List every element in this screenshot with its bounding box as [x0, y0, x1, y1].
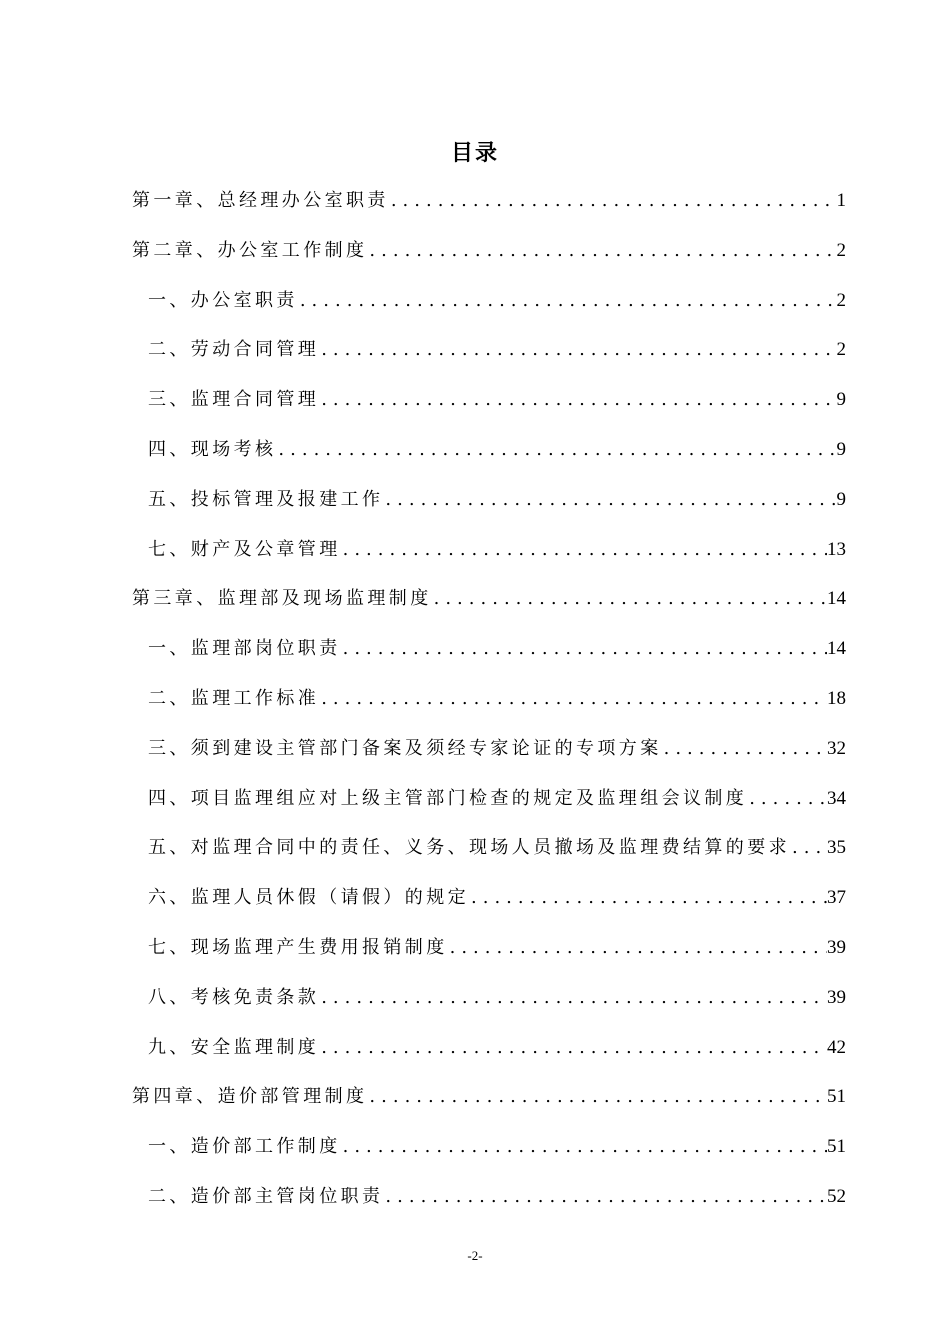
- toc-entry-text: 一、监理部岗位职责: [148, 638, 341, 660]
- toc-entry-page: 42: [827, 1036, 846, 1058]
- toc-entry-text: 七、财产及公章管理: [148, 538, 341, 560]
- toc-leader-dots: [319, 333, 836, 367]
- toc-title: 目录: [450, 141, 499, 166]
- toc-entry-text: 四、项目监理组应对上级主管部门检查的规定及监理组会议制度: [148, 787, 748, 809]
- toc-entry-page: 18: [827, 687, 846, 709]
- toc-entry-text: 六、监理人员休假（请假）的规定: [148, 887, 469, 909]
- toc-leader-dots: [448, 931, 827, 965]
- toc-entry-3[interactable]: [132, 284, 846, 334]
- toc-entry-page: 52: [827, 1185, 846, 1207]
- toc-entry-text: 二、劳动合同管理: [148, 339, 320, 361]
- toc-entry-21[interactable]: [132, 1180, 846, 1230]
- toc-leader-dots: [469, 881, 827, 915]
- toc-leader-dots: [389, 184, 837, 218]
- toc-entry-page: 2: [836, 239, 846, 261]
- toc-entry-text: 二、监理工作标准: [148, 687, 320, 709]
- toc-entry-12[interactable]: [132, 732, 846, 782]
- toc-entry-6[interactable]: [132, 433, 846, 483]
- toc-leader-dots: [367, 234, 836, 268]
- toc-entry-page: 2: [836, 289, 846, 311]
- toc-entry-7[interactable]: [132, 483, 846, 533]
- toc-entry-text: 四、现场考核: [148, 438, 277, 460]
- toc-leader-dots: [662, 732, 827, 766]
- toc-entry-page: 39: [827, 936, 846, 958]
- toc-entry-page: 13: [827, 538, 846, 560]
- toc-leader-dots: [319, 981, 827, 1015]
- toc-entry-page: 39: [827, 986, 846, 1008]
- toc-leader-dots: [367, 1080, 827, 1114]
- toc-entry-20[interactable]: [132, 1130, 846, 1180]
- toc-entry-4[interactable]: [132, 333, 846, 383]
- toc-entry-page: 2: [836, 339, 846, 361]
- toc-entry-text: 第三章、监理部及现场监理制度: [132, 588, 432, 610]
- toc-entry-text: 八、考核免责条款: [148, 986, 320, 1008]
- toc-leader-dots: [383, 483, 836, 517]
- toc-leader-dots: [298, 284, 837, 318]
- toc-entry-page: 32: [827, 737, 846, 759]
- toc-leader-dots: [319, 383, 836, 417]
- toc-entry-10[interactable]: [132, 632, 846, 682]
- toc-entry-13[interactable]: [132, 782, 846, 832]
- toc-entry-text: 一、办公室职责: [148, 289, 298, 311]
- toc-entry-page: 35: [827, 837, 846, 859]
- toc-entry-text: 七、现场监理产生费用报销制度: [148, 936, 448, 958]
- table-of-contents: [132, 184, 846, 1230]
- toc-leader-dots: [319, 1031, 827, 1065]
- toc-entry-page: 9: [836, 488, 846, 510]
- toc-leader-dots: [276, 433, 836, 467]
- toc-entry-14[interactable]: [132, 831, 846, 881]
- toc-entry-9[interactable]: [132, 582, 846, 632]
- toc-entry-text: 五、对监理合同中的责任、义务、现场人员撤场及监理费结算的要求: [148, 837, 790, 859]
- toc-entry-15[interactable]: [132, 881, 846, 931]
- toc-entry-page: 37: [827, 887, 846, 909]
- toc-entry-text: 二、造价部主管岗位职责: [148, 1185, 384, 1207]
- toc-entry-text: 三、须到建设主管部门备案及须经专家论证的专项方案: [148, 737, 662, 759]
- toc-entry-8[interactable]: [132, 533, 846, 583]
- toc-entry-text: 第四章、造价部管理制度: [132, 1086, 368, 1108]
- toc-leader-dots: [747, 782, 827, 816]
- toc-entry-page: 14: [827, 588, 846, 610]
- toc-leader-dots: [341, 533, 827, 567]
- toc-entry-11[interactable]: [132, 682, 846, 732]
- toc-entry-2[interactable]: [132, 234, 846, 284]
- toc-entry-16[interactable]: [132, 931, 846, 981]
- toc-entry-page: 34: [827, 787, 846, 809]
- page-number: -2-: [467, 1248, 483, 1263]
- toc-entry-19[interactable]: [132, 1080, 846, 1130]
- toc-leader-dots: [790, 831, 827, 865]
- toc-entry-page: 14: [827, 638, 846, 660]
- toc-leader-dots: [319, 682, 827, 716]
- toc-leader-dots: [383, 1180, 827, 1214]
- toc-leader-dots: [341, 632, 827, 666]
- toc-entry-page: 9: [836, 438, 846, 460]
- toc-leader-dots: [432, 582, 827, 616]
- toc-entry-page: 51: [827, 1136, 846, 1158]
- toc-entry-page: 1: [836, 190, 846, 211]
- toc-entry-page: 51: [827, 1086, 846, 1108]
- toc-entry-5[interactable]: [132, 383, 846, 433]
- toc-entry-text: 九、安全监理制度: [148, 1036, 320, 1058]
- toc-entry-text: 第一章、总经理办公室职责: [132, 190, 389, 211]
- toc-entry-text: 第二章、办公室工作制度: [132, 239, 368, 261]
- toc-entry-text: 三、监理合同管理: [148, 389, 320, 411]
- toc-entry-text: 五、投标管理及报建工作: [148, 488, 384, 510]
- toc-entry-17[interactable]: [132, 981, 846, 1031]
- toc-entry-1[interactable]: [132, 184, 846, 234]
- toc-entry-page: 9: [836, 389, 846, 411]
- toc-entry-text: 一、造价部工作制度: [148, 1136, 341, 1158]
- toc-entry-18[interactable]: [132, 1031, 846, 1081]
- toc-leader-dots: [341, 1130, 827, 1164]
